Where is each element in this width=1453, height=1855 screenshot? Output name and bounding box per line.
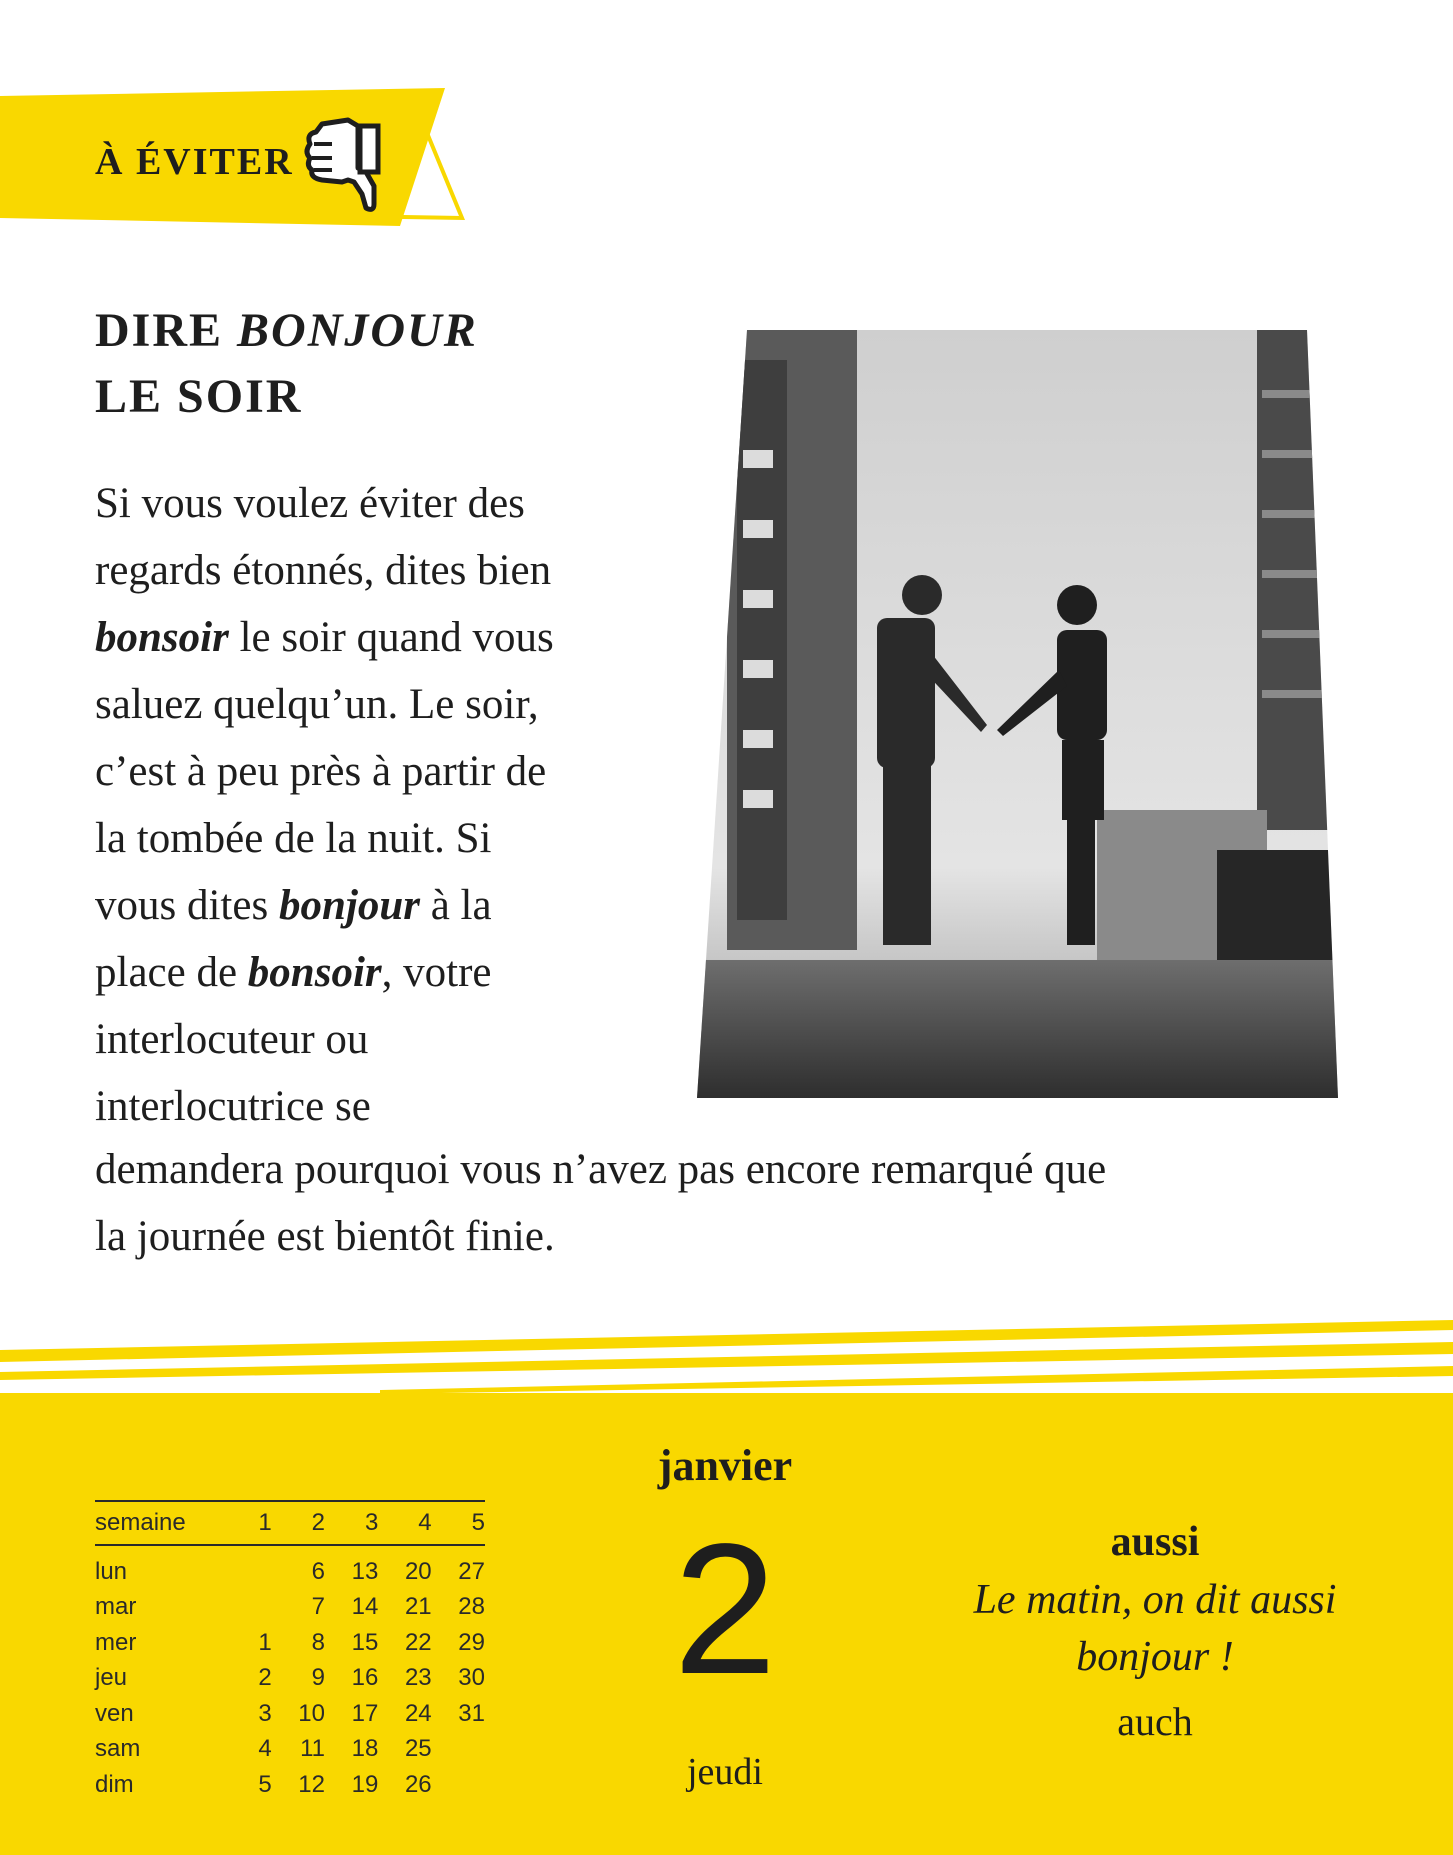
month-name: janvier (657, 1441, 793, 1490)
body-text: place de (95, 949, 248, 996)
body-line (95, 939, 695, 1006)
calendar-date: 21 (404, 1593, 432, 1621)
body-line (95, 1006, 695, 1073)
calendar-row (95, 1590, 485, 1626)
calendar-date: 15 (351, 1628, 379, 1656)
calendar-day-label: mar (95, 1593, 137, 1621)
calendar-date: 13 (351, 1557, 379, 1585)
calendar-date: 7 (311, 1593, 325, 1621)
body-line (95, 470, 695, 537)
calendar-date: 30 (458, 1664, 485, 1692)
calendar-date: 22 (404, 1628, 432, 1656)
calendar-header-row (95, 1501, 485, 1545)
calendar-date: 20 (404, 1557, 432, 1585)
calendar-day-label: jeu (95, 1664, 128, 1692)
calendar-day-label: mer (95, 1628, 137, 1656)
calendar-date: 11 (300, 1735, 325, 1763)
calendar-date: 12 (298, 1770, 325, 1798)
article-body-continued (95, 1136, 1385, 1270)
calendar-day-label: dim (95, 1770, 134, 1798)
calendar-date: 4 (258, 1735, 272, 1763)
body-line (95, 1073, 695, 1140)
calendar-day-label: ven (95, 1699, 134, 1727)
article-title (95, 298, 478, 430)
vocab-word: aussi (1110, 1519, 1200, 1565)
calendar-date: 1 (258, 1628, 272, 1656)
week-number: 3 (325, 1501, 378, 1545)
body-line (95, 738, 695, 805)
calendar-date: 28 (458, 1593, 485, 1621)
banner-label: À ÉVITER (95, 141, 294, 183)
calendar-date: 31 (458, 1699, 485, 1727)
body-line (95, 604, 695, 671)
calendar-date: 9 (311, 1664, 325, 1692)
week-number: 4 (378, 1501, 431, 1545)
body-line: la journée est bientôt finie. (95, 1213, 555, 1260)
week-number: 5 (432, 1501, 485, 1545)
emphasized-term: bonjour (278, 882, 420, 929)
calendar-date (432, 1732, 485, 1768)
title-line2: LE SOIR (95, 370, 303, 423)
body-text: Si vous voulez éviter des (95, 480, 525, 527)
calendar-row (95, 1767, 485, 1803)
calendar-date (245, 1590, 272, 1626)
body-text: interlocutrice se (95, 1083, 371, 1130)
week-number: 1 (245, 1501, 272, 1545)
article-photo (697, 330, 1338, 1098)
calendar-header-label: semaine (95, 1501, 245, 1545)
calendar-date: 29 (458, 1628, 485, 1656)
footer-stripes (0, 1320, 1453, 1400)
body-text: saluez quelqu’un. Le soir, (95, 681, 539, 728)
article-body (95, 470, 695, 1140)
calendar-date: 19 (351, 1770, 379, 1798)
body-text: regards étonnés, dites bien (95, 547, 552, 594)
calendar-day-label: lun (95, 1557, 128, 1585)
body-text: c’est à peu près à partir de (95, 748, 547, 795)
emphasized-term: bonsoir (95, 614, 229, 661)
calendar-row (95, 1696, 485, 1732)
body-text: le soir quand vous (228, 614, 554, 661)
calendar-date (432, 1767, 485, 1803)
thumbs-down-icon (304, 116, 386, 216)
month-calendar (95, 1500, 485, 1803)
weekday-name: jeudi (687, 1751, 763, 1793)
week-number: 2 (272, 1501, 325, 1545)
calendar-date: 16 (351, 1664, 379, 1692)
calendar-date: 25 (404, 1735, 432, 1763)
calendar-date: 5 (258, 1770, 272, 1798)
calendar-body (95, 1545, 485, 1803)
vocab-example: Le matin, on dit aussi bonjour ! (973, 1577, 1337, 1680)
calendar-date: 27 (458, 1557, 485, 1585)
title-plain: DIRE (95, 304, 238, 357)
body-line (95, 805, 695, 872)
emphasized-term: bonsoir (247, 949, 382, 996)
calendar-row (95, 1545, 485, 1590)
calendar-date: 10 (298, 1699, 325, 1727)
calendar-row (95, 1732, 485, 1768)
body-line (95, 872, 695, 939)
body-line (95, 671, 695, 738)
calendar-date: 23 (404, 1664, 432, 1692)
day-number: 2 (673, 1506, 777, 1713)
calendar-date: 8 (311, 1628, 325, 1656)
body-line: demandera pourquoi vous n’avez pas encore remarqué que (95, 1146, 1107, 1193)
calendar-date: 18 (351, 1735, 379, 1763)
body-text: à la (419, 882, 492, 929)
body-line (95, 537, 695, 604)
calendar-date: 3 (258, 1699, 272, 1727)
calendar-date: 14 (351, 1593, 379, 1621)
body-text: la tombée de la nuit. Si (95, 815, 492, 862)
calendar-day-label: sam (95, 1735, 141, 1763)
calendar-row (95, 1661, 485, 1697)
title-italic: BONJOUR (237, 304, 478, 357)
calendar-date: 26 (404, 1770, 432, 1798)
calendar-date: 24 (404, 1699, 432, 1727)
calendar-date: 6 (311, 1557, 325, 1585)
calendar-row (95, 1625, 485, 1661)
calendar-date: 17 (351, 1699, 379, 1727)
body-text: vous dites (95, 882, 279, 929)
vocab-translation: auch (1117, 1699, 1193, 1744)
body-text: , votre (381, 949, 492, 996)
calendar-date (245, 1545, 272, 1590)
body-text: interlocuteur ou (95, 1016, 369, 1063)
calendar-date: 2 (258, 1664, 272, 1692)
